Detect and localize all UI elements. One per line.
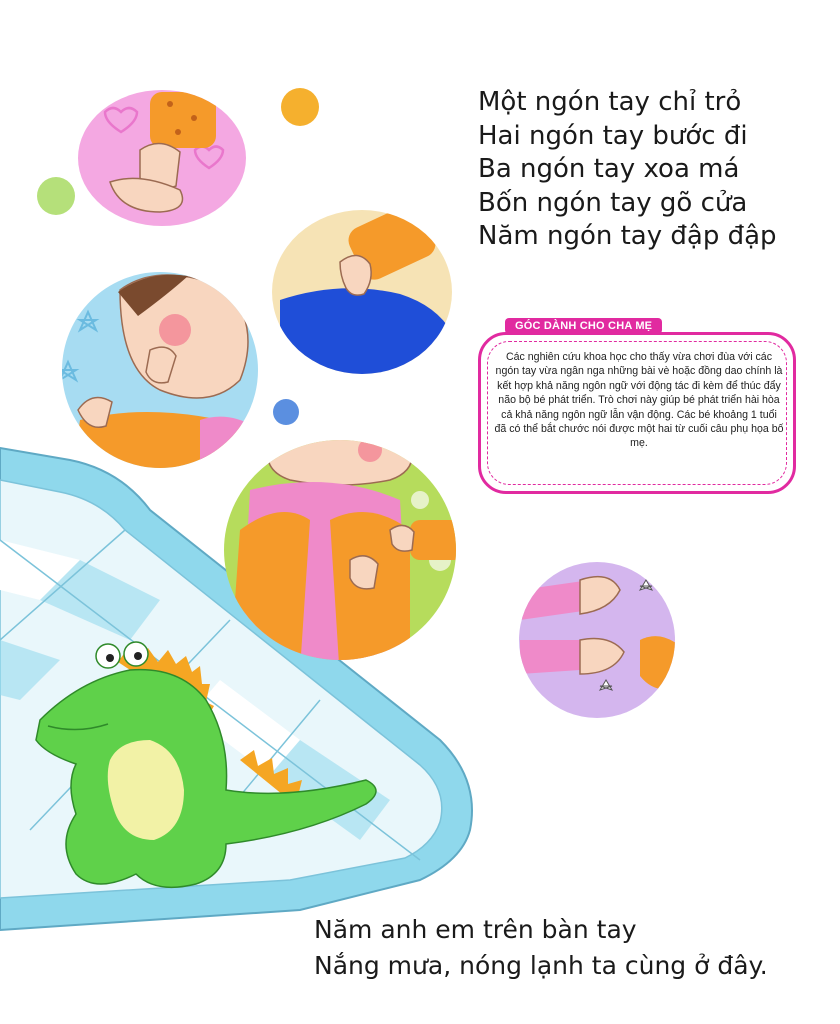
poem-line: Ba ngón tay xoa má [478,154,740,184]
poem-line: Nắng mưa, nóng lạnh ta cùng ở đây. [314,951,768,980]
poem-line: Năm anh em trên bàn tay [314,915,637,944]
poem-line: Năm ngón tay đập đập [478,221,777,251]
poem-line: Bốn ngón tay gõ cửa [478,187,748,218]
pointing-finger-circle [78,90,246,226]
parent-tip-title: GÓC DÀNH CHO CHA MẸ [505,318,662,334]
decor-dot-blue [273,399,299,425]
walking-fingers-circle [272,200,460,394]
poem-top [478,86,777,254]
decor-dot-orange [281,88,319,126]
parent-tip-body: Các nghiên cứu khoa học cho thấy vừa chơi đùa với các ngón tay vừa ngân nga những bài vè hoặc đồng dao chính là kết hợp khả năng ngôn ngữ với động tác đi kèm để thúc đẩy não bộ bé phát triển. Trò chơi này giúp bé phát triển hài hòa cả khả năng ngôn ngữ lẫn vận động. Các bé khoảng 1 tuổi đã có thể bắt chước nói được một hai từ cuối câu phụ họa bố mẹ. [494,351,784,450]
poem-bottom [314,912,768,984]
poem-line: Hai ngón tay bước đi [478,120,748,151]
poem-line: Một ngón tay chỉ trỏ [478,87,742,117]
cheek-rub-circle [60,272,260,490]
clapping-circle [519,562,680,718]
decor-dot-green [37,177,75,215]
